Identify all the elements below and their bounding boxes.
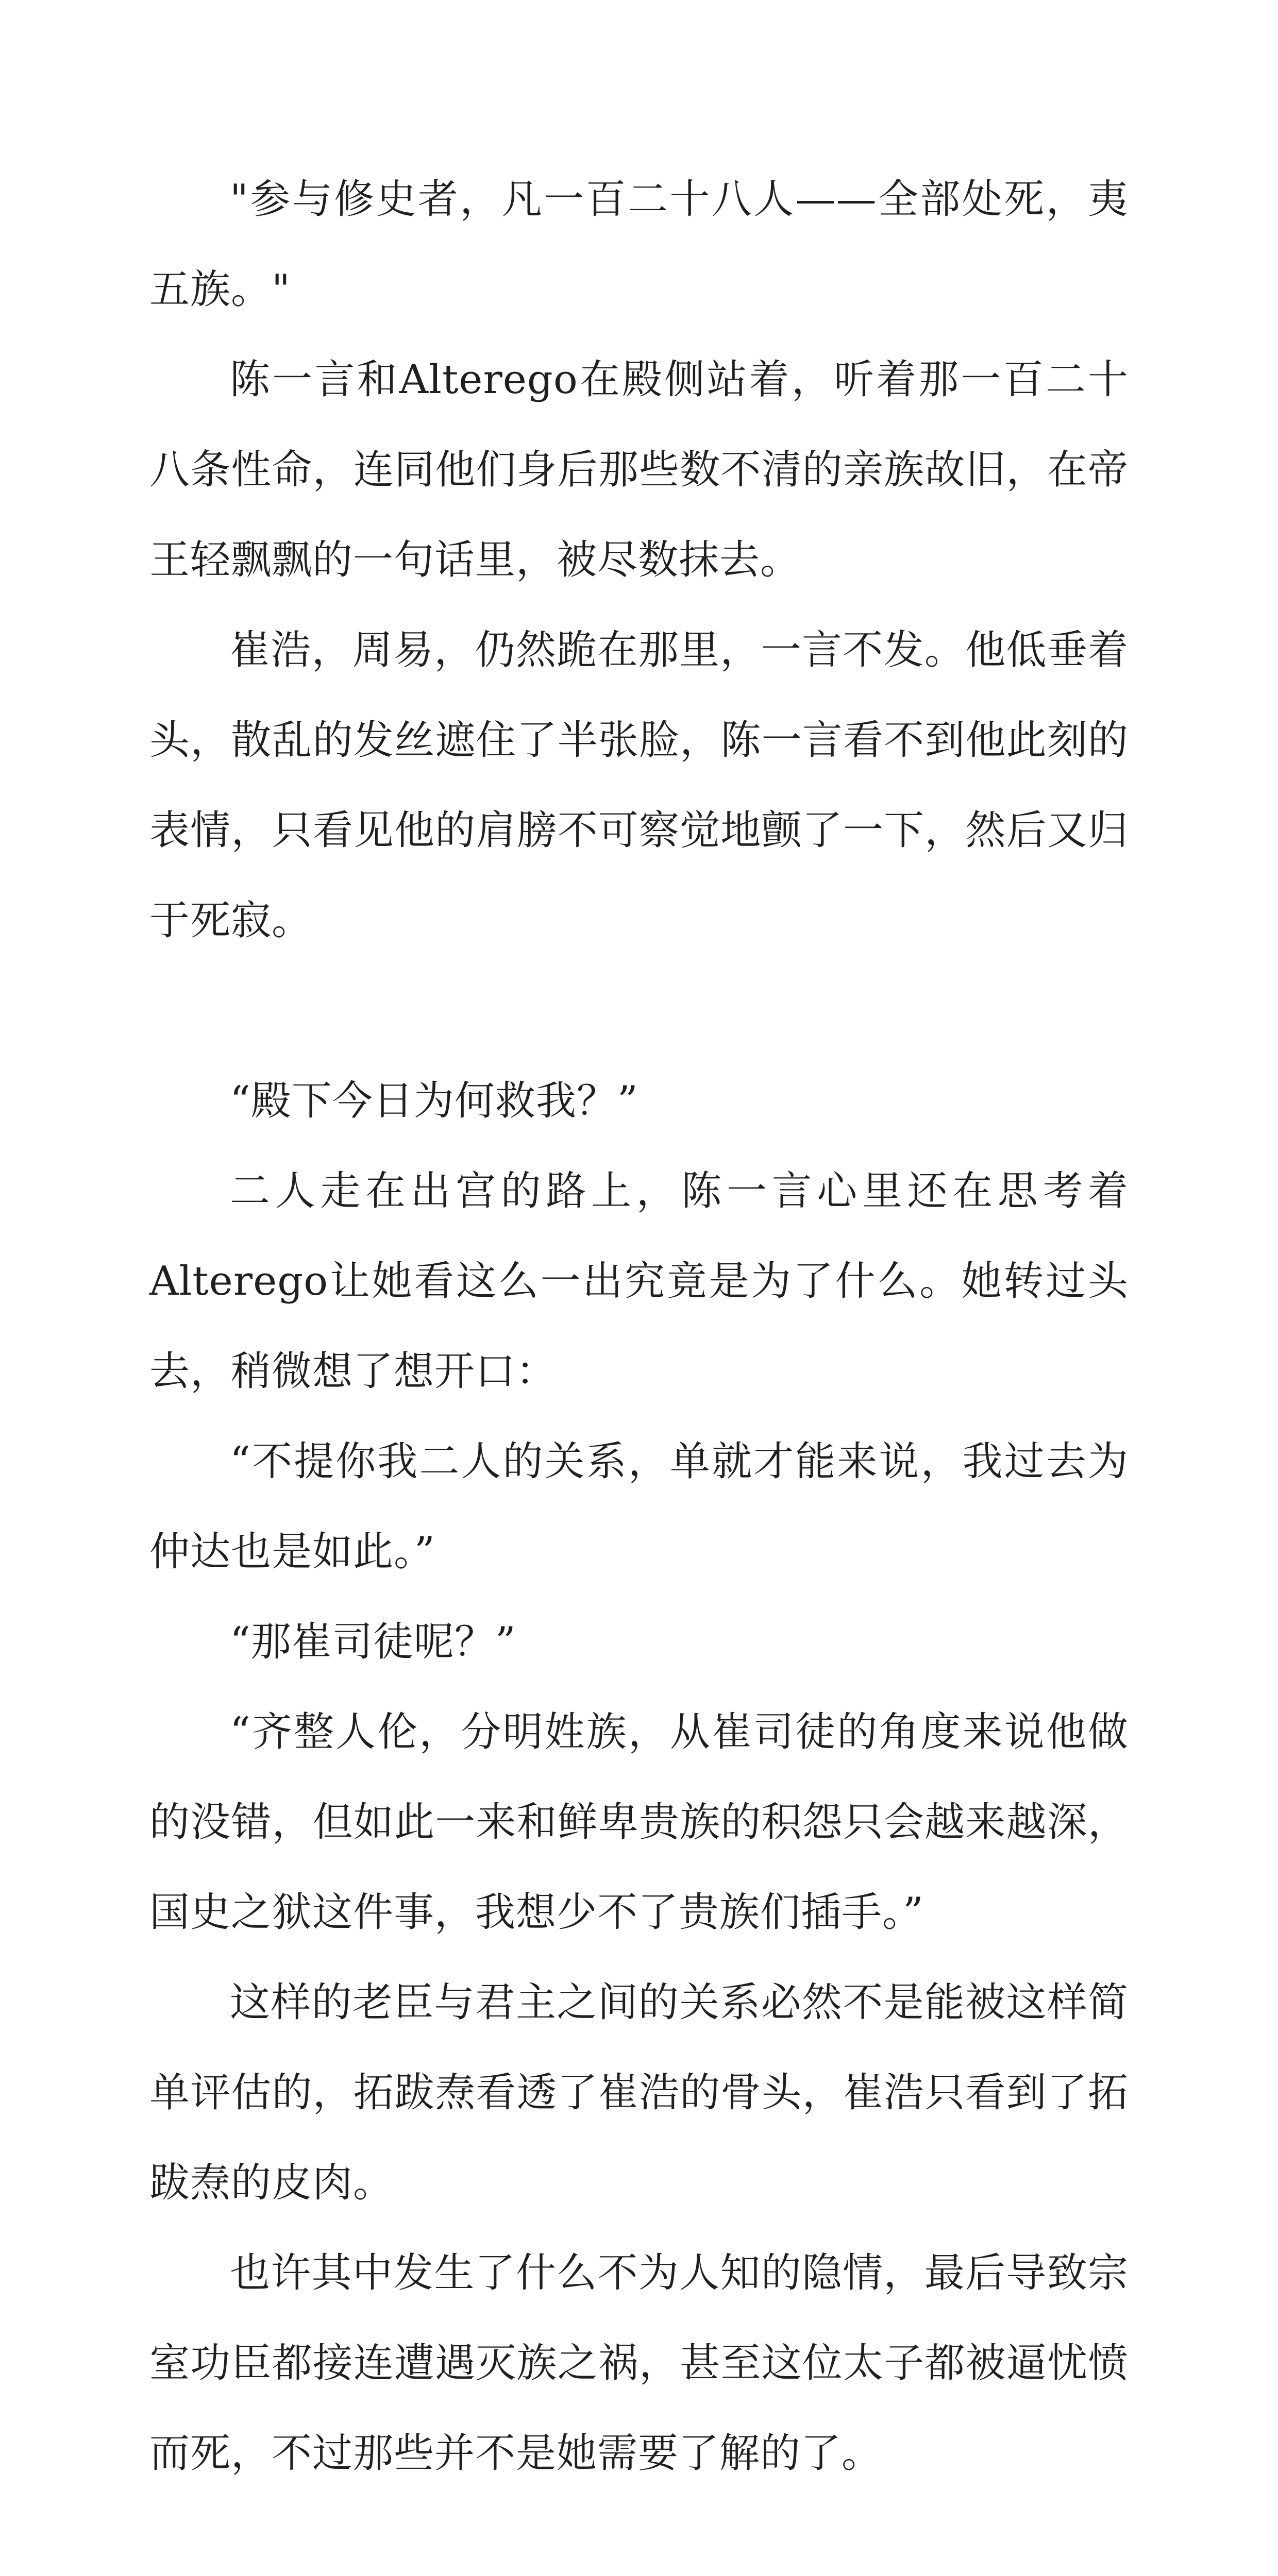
paragraph: 陈一言和Alterego在殿侧站着，听着那一百二十八条性命，连同他们身后那些数不清的亲族故旧，在帝王轻飘飘的一句话里，被尽数抹去。 (149, 357, 1129, 583)
paragraph: “殿下今日为何救我？” (230, 1078, 638, 1124)
section-break (149, 966, 1129, 1056)
paragraph: 这样的老臣与君主之间的关系必然不是能被这样简单评估的，拓跋焘看透了崔浩的骨头，崔浩只看到了拓跋焘的皮肉。 (149, 1979, 1129, 2206)
paragraph: “那崔司徒呢？” (230, 1619, 516, 1665)
document-body (149, 155, 1129, 2576)
section-break (149, 2499, 1129, 2576)
paragraph: 崔浩，周易，仍然跪在那里，一言不发。他低垂着头，散乱的发丝遮住了半张脸，陈一言看不到他此刻的表情，只看见他的肩膀不可察觉地颤了一下，然后又归于死寂。 (149, 627, 1129, 944)
section-1 (149, 155, 1129, 966)
paragraph: 也许其中发生了什么不为人知的隐情，最后导致宗室功臣都接连遭遇灭族之祸，甚至这位太子都被逼忧愤而死，不过那些并不是她需要了解的了。 (149, 2250, 1129, 2477)
section-2 (149, 1056, 1129, 2499)
paragraph: “不提你我二人的关系，单就才能来说，我过去为仲达也是如此。” (149, 1438, 1129, 1575)
paragraph: "参与修史者，凡一百二十八人——全部处死，夷五族。" (149, 176, 1129, 313)
paragraph: “齐整人伦，分明姓族，从崔司徒的角度来说他做的没错，但如此一来和鲜卑贵族的积怨只会越来越深，国史之狱这件事，我想少不了贵族们插手。” (149, 1709, 1129, 1936)
paragraph: 二人走在出宫的路上，陈一言心里还在思考着Alterego让她看这么一出究竟是为了什么。她转过头去，稍微想了想开口： (149, 1168, 1129, 1395)
